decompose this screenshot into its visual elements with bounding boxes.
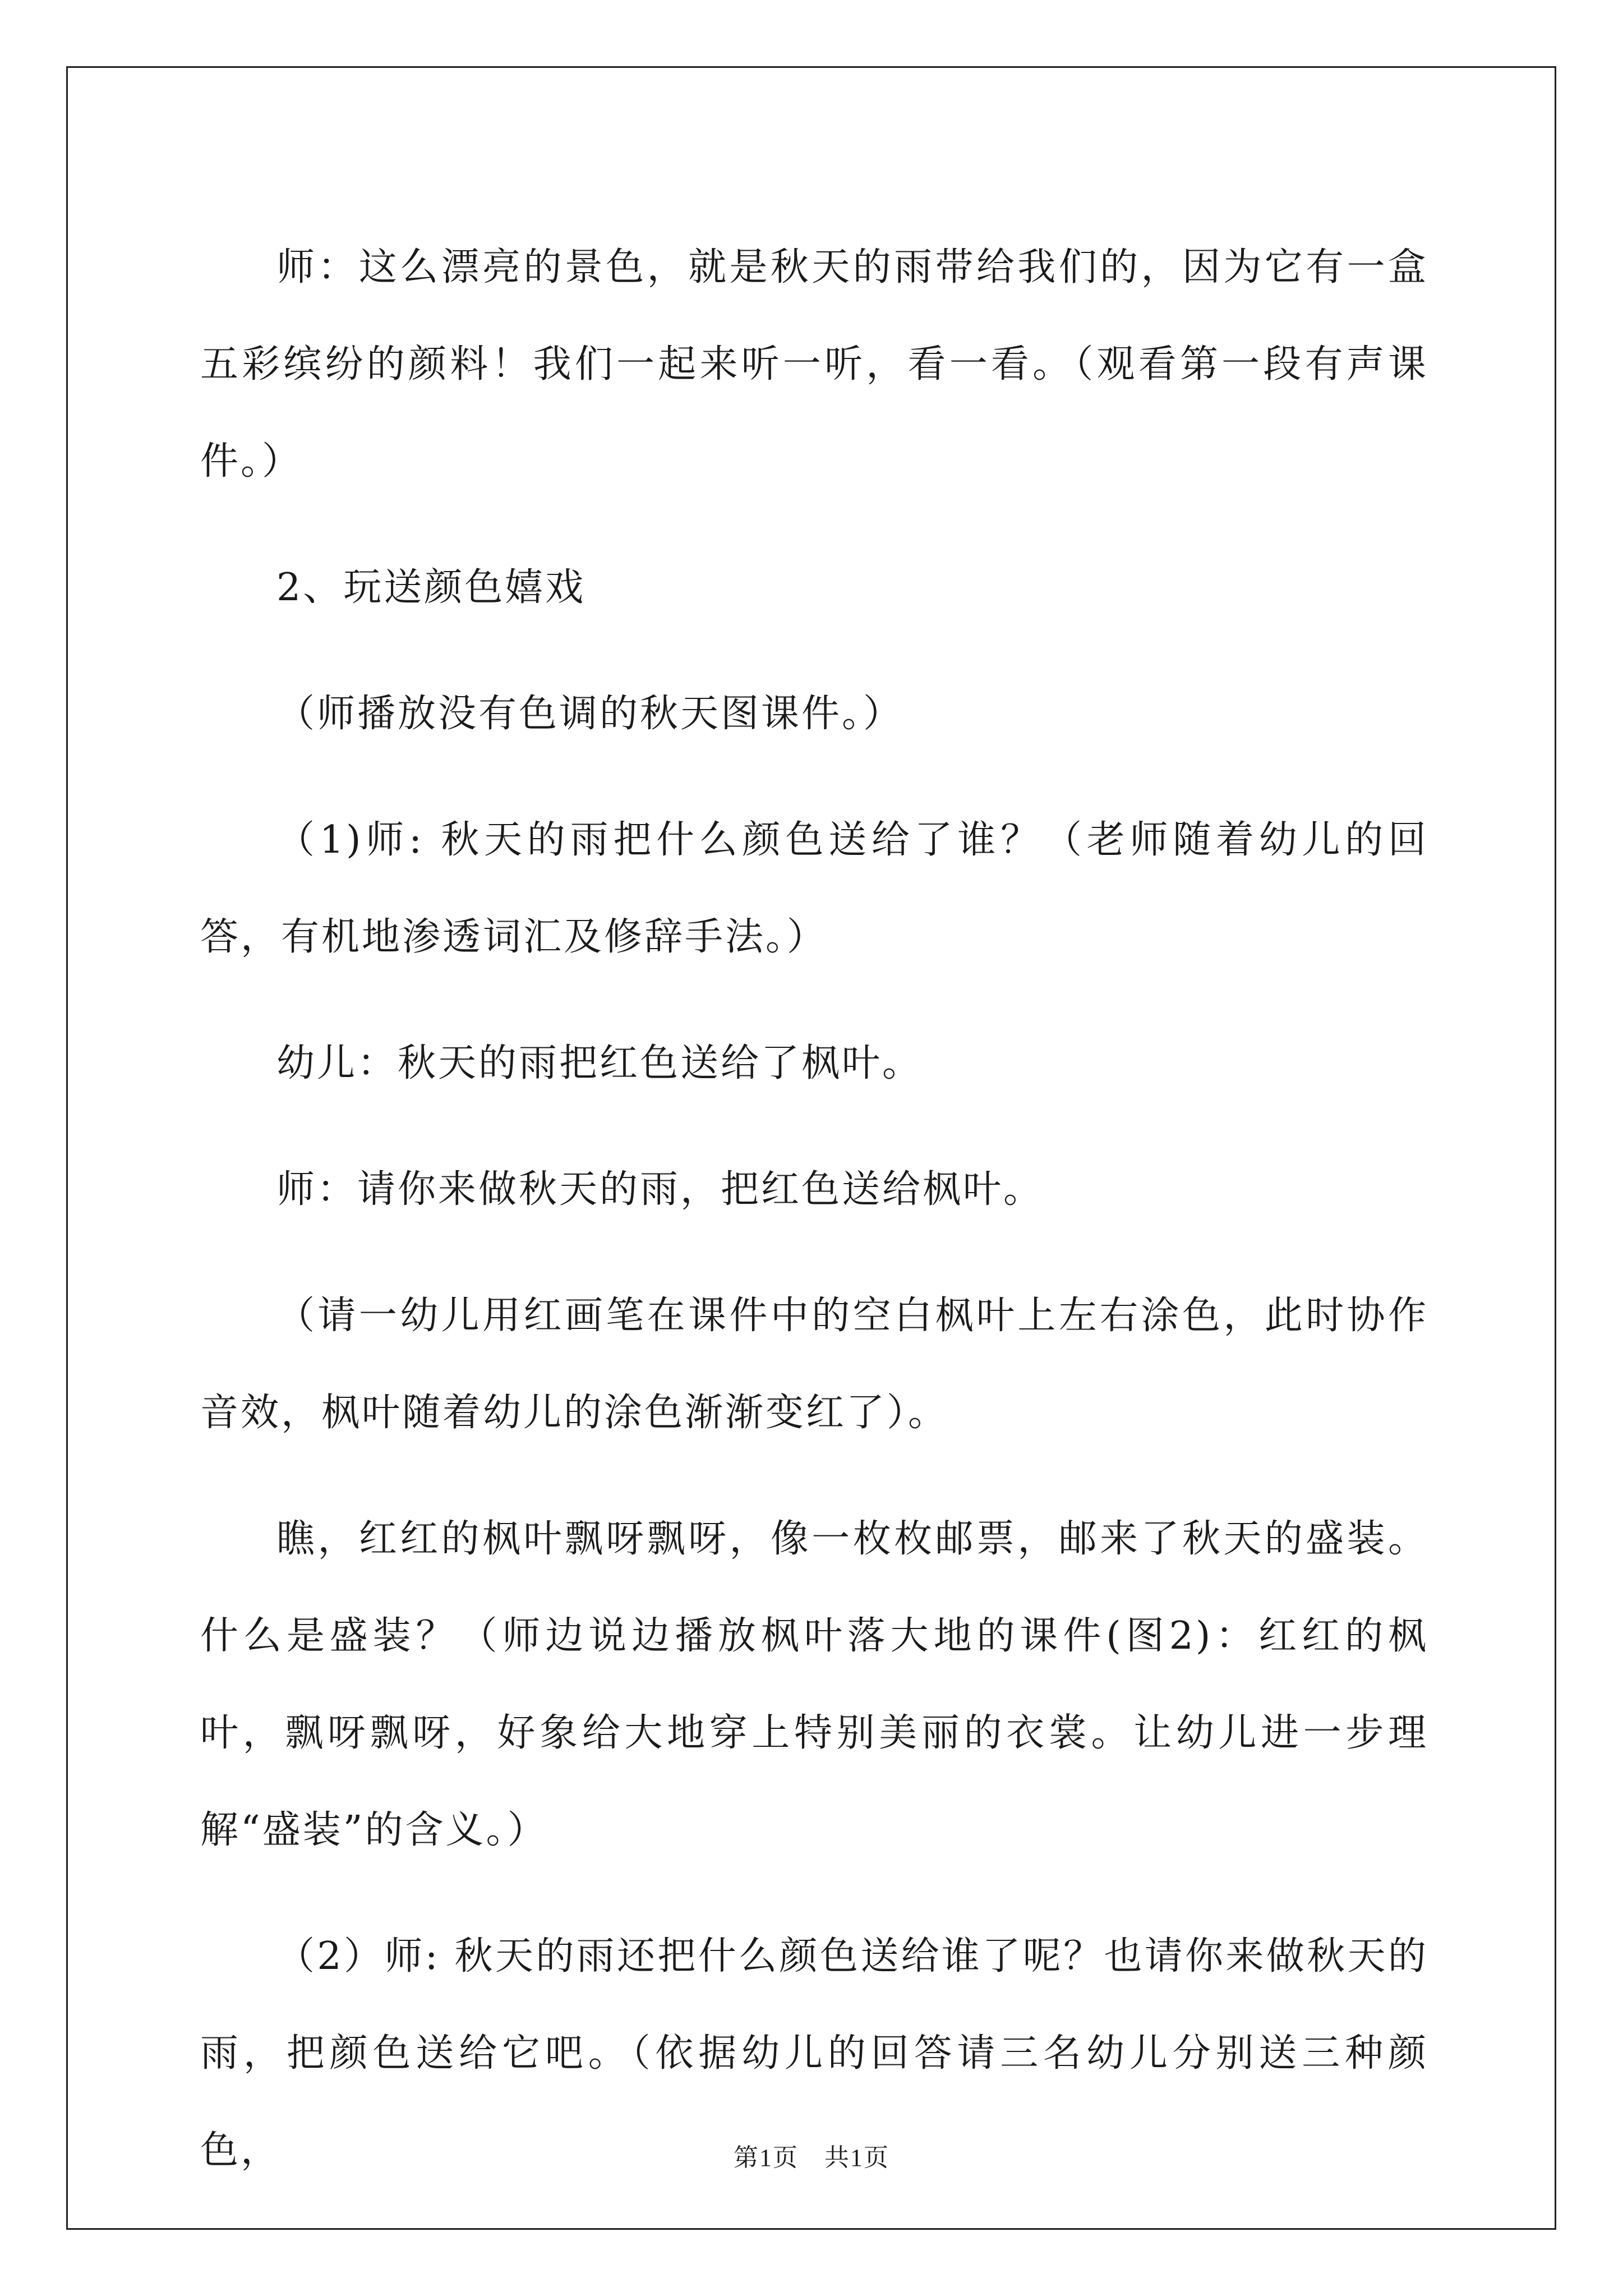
page-footer: 第1页 共1页 [734,2144,889,2171]
document-body [200,219,1428,2228]
paragraph: 2、玩送颜色嬉戏 [276,565,586,610]
paragraph: 师：请你来做秋天的雨，把红色送给枫叶。 [276,1167,1044,1212]
paragraph: 幼儿：秋天的雨把红色送给了枫叶。 [276,1041,923,1085]
paragraph: 瞧，红红的枫叶飘呀飘呀，像一枚枚邮票，邮来了秋天的盛装。什么是盛装？（师边说边播放枫叶落大地的课件(图2)：红红的枫叶，飘呀飘呀，好象给大地穿上特别美丽的衣裳。让幼儿进一步理解“盛装”的含义。） [200,1517,1428,1852]
paragraph: 师：这么漂亮的景色，就是秋天的雨带给我们的，因为它有一盒五彩缤纷的颜料！我们一起来听一听，看一看。（观看第一段有声课件。） [200,245,1428,484]
paragraph: （1)师: 秋天的雨把什么颜色送给了谁？（老师随着幼儿的回答，有机地渗透词汇及修辞手法。） [200,818,1428,959]
paragraph: （师播放没有色调的秋天图课件。） [276,692,904,736]
paragraph: （请一幼儿用红画笔在课件中的空白枫叶上左右涂色，此时协作音效，枫叶随着幼儿的涂色渐渐变红了）。 [200,1294,1428,1435]
paragraph: （2）师: 秋天的雨还把什么颜色送给谁了呢？也请你来做秋天的雨，把颜色送给它吧。（依据幼儿的回答请三名幼儿分别送三种颜色， [200,1934,1428,2173]
